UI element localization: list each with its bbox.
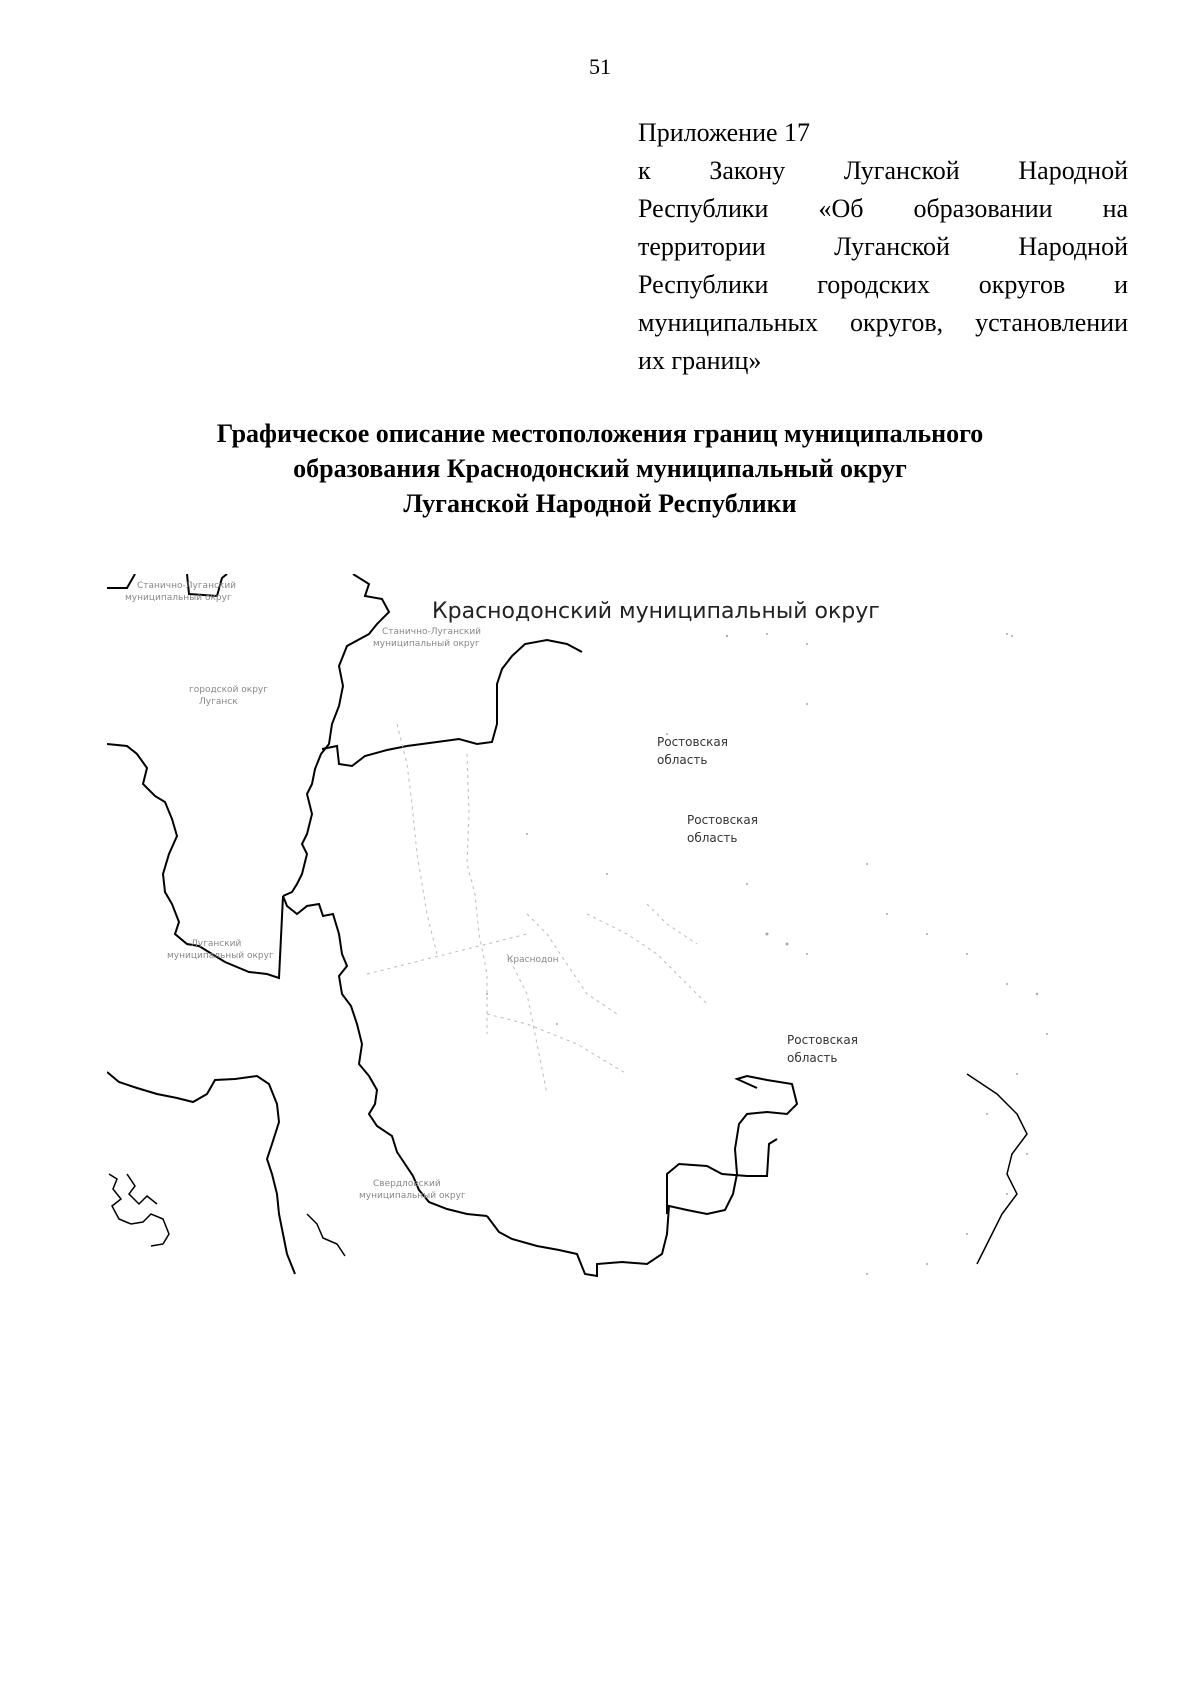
title-line-2: образования Краснодонский муниципальный округ xyxy=(293,454,907,483)
region-label: область xyxy=(687,831,738,845)
region-label: область xyxy=(657,753,708,767)
neighbor-label: муниципальный округ xyxy=(167,951,274,961)
district-boundary xyxy=(283,574,797,1276)
neighbor-labels xyxy=(125,581,481,1201)
region-label: Ростовская xyxy=(787,1033,858,1047)
region-label: Ростовская xyxy=(687,813,758,827)
boundary-map xyxy=(107,574,1147,1289)
neighbor-label: Станично-Луганский xyxy=(137,581,237,591)
river-lines xyxy=(109,1074,1027,1264)
title-line-1: Графическое описание местоположения границ муниципального xyxy=(216,419,984,448)
neighbor-label: муниципальный округ xyxy=(373,639,480,649)
neighbor-label: городской округ xyxy=(189,685,268,695)
appendix-heading xyxy=(638,114,1128,380)
neighbor-label: Свердловский xyxy=(373,1179,441,1189)
map-heading: Краснодонский муниципальный округ xyxy=(432,599,880,624)
appendix-line: Республики «Об образовании на xyxy=(638,194,1129,223)
appendix-line: Приложение 17 xyxy=(638,118,811,147)
settlement-label: Краснодон xyxy=(507,955,559,965)
appendix-line: к Закону Луганской Народной xyxy=(638,156,1128,185)
neighbor-label: муниципальный округ xyxy=(125,593,232,603)
neighbor-label: Луганск xyxy=(199,697,238,707)
document-title xyxy=(100,416,1100,521)
internal-roads xyxy=(367,724,707,1094)
neighbor-boundaries xyxy=(107,574,295,1274)
neighbor-label: муниципальный округ xyxy=(359,1191,466,1201)
region-label: Ростовская xyxy=(657,735,728,749)
region-label: область xyxy=(787,1051,838,1065)
title-line-3: Луганской Народной Республики xyxy=(403,489,797,518)
appendix-line: территории Луганской Народной xyxy=(638,232,1129,261)
appendix-line: Республики городских округов и xyxy=(638,270,1129,299)
settlement-dots xyxy=(486,633,1048,1275)
region-labels xyxy=(507,735,858,1065)
neighbor-label: Станично-Луганский xyxy=(382,627,482,637)
appendix-line: муниципальных округов, установлении xyxy=(638,308,1129,337)
page-number: 51 xyxy=(589,54,611,79)
appendix-line: их границ» xyxy=(638,346,762,375)
neighbor-label: Луганский xyxy=(191,939,242,949)
